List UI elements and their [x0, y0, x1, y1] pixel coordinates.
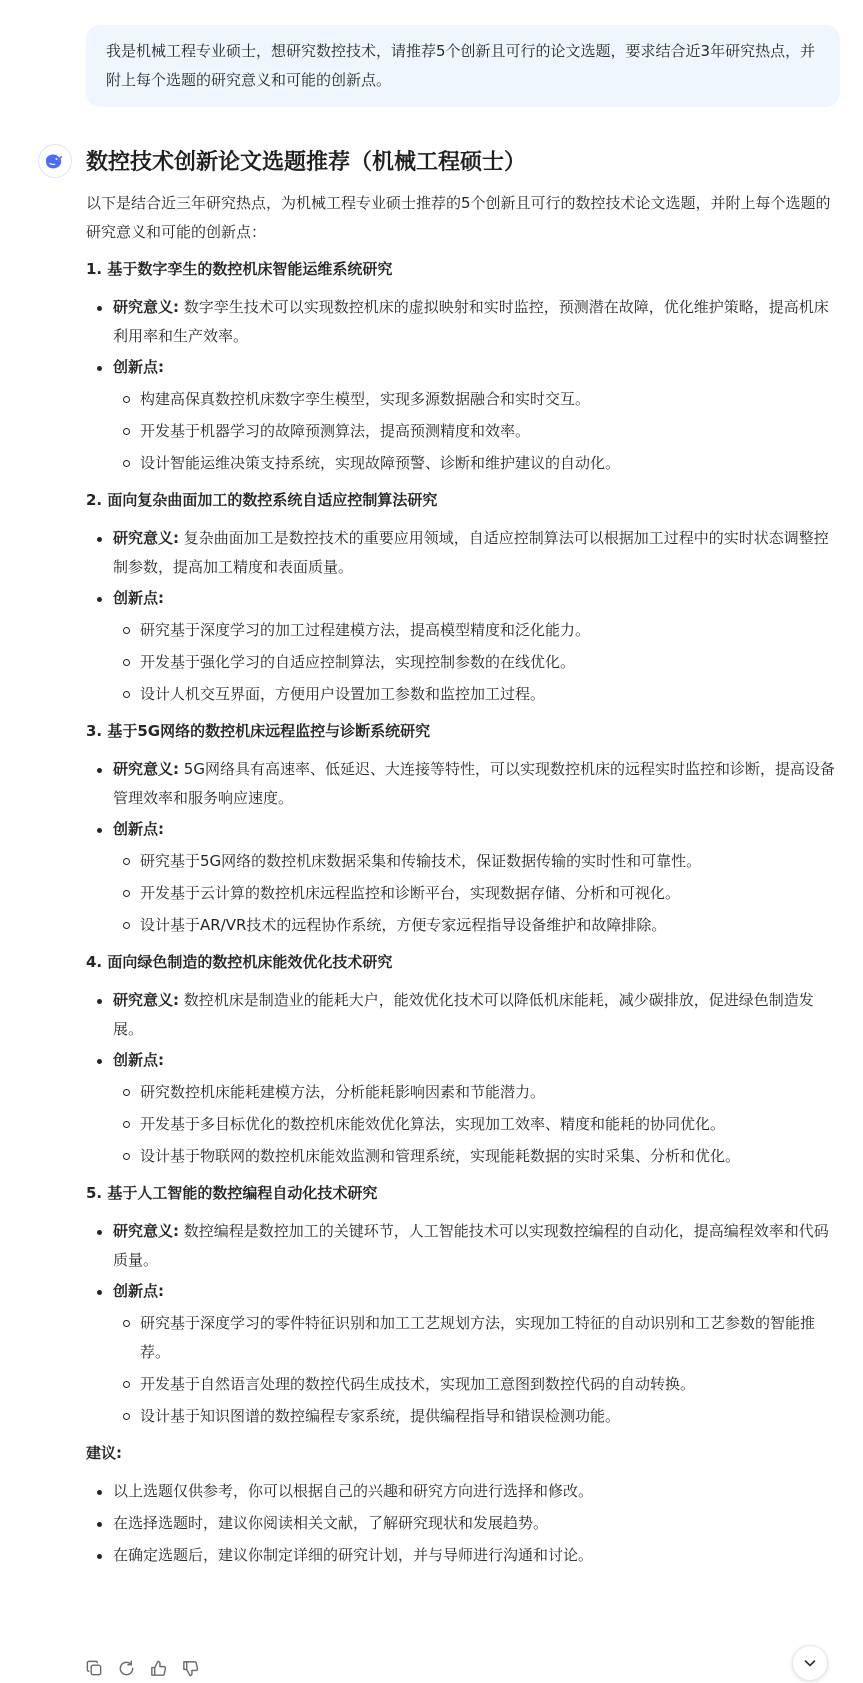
- topic-title: 4. 面向绿色制造的数控机床能效优化技术研究: [86, 953, 393, 971]
- innovation-point: 设计基于AR/VR技术的远程协作系统，方便专家远程指导设备维护和故障排除。: [113, 911, 836, 940]
- topic-details: [86, 986, 836, 1171]
- thumbs-up-button[interactable]: [148, 1658, 168, 1678]
- innovation-item: [86, 584, 836, 709]
- significance-text: 复杂曲面加工是数控技术的重要应用领域，自适应控制算法可以根据加工过程中的实时状态调整控制参数，提高加工精度和表面质量。: [113, 529, 829, 576]
- innovation-item: [86, 1277, 836, 1431]
- assistant-avatar: [38, 144, 72, 178]
- significance-text: 数控编程是数控加工的关键环节，人工智能技术可以实现数控编程的自动化，提高编程效率和代码质量。: [113, 1222, 829, 1269]
- regenerate-icon: [117, 1659, 136, 1678]
- innovation-list: [113, 1309, 836, 1431]
- significance-item: [86, 524, 836, 582]
- significance-item: [86, 986, 836, 1044]
- innovation-item: [86, 1046, 836, 1171]
- innovation-point: 开发基于自然语言处理的数控代码生成技术，实现加工意图到数控代码的自动转换。: [113, 1370, 836, 1399]
- significance-item: [86, 1217, 836, 1275]
- significance-label: 研究意义:: [113, 529, 179, 547]
- significance-label: 研究意义:: [113, 1222, 179, 1240]
- innovation-point: 设计人机交互界面，方便用户设置加工参数和监控加工过程。: [113, 680, 836, 709]
- innovation-point: 研究基于5G网络的数控机床数据采集和传输技术，保证数据传输的实时性和可靠性。: [113, 847, 836, 876]
- suggestions-list: [86, 1477, 836, 1570]
- whale-logo-icon: [43, 149, 67, 173]
- message-actions: [84, 1657, 200, 1679]
- suggestion-item: 以上选题仅供参考，你可以根据自己的兴趣和研究方向进行选择和修改。: [86, 1477, 836, 1506]
- suggestions-title: 建议:: [86, 1444, 122, 1462]
- significance-text: 数控机床是制造业的能耗大户，能效优化技术可以降低机床能耗，减少碳排放，促进绿色制造发展。: [113, 991, 814, 1038]
- innovation-list: [113, 847, 836, 940]
- innovation-point: 研究数控机床能耗建模方法，分析能耗影响因素和节能潜力。: [113, 1078, 836, 1107]
- thumbs-down-icon: [181, 1659, 200, 1678]
- answer-title: 数控技术创新论文选题推荐（机械工程硕士）: [86, 150, 527, 175]
- topic-title: 1. 基于数字孪生的数控机床智能运维系统研究: [86, 260, 393, 278]
- topic-title: 3. 基于5G网络的数控机床远程监控与诊断系统研究: [86, 722, 431, 740]
- thumbs-up-icon: [149, 1659, 168, 1678]
- topic-details: [86, 755, 836, 940]
- innovation-label: 创新点:: [113, 358, 164, 376]
- innovation-label: 创新点:: [113, 1282, 164, 1300]
- topic-title: 5. 基于人工智能的数控编程自动化技术研究: [86, 1184, 378, 1202]
- topic-details: [86, 524, 836, 709]
- innovation-point: 开发基于强化学习的自适应控制算法，实现控制参数的在线优化。: [113, 648, 836, 677]
- innovation-point: 研究基于深度学习的零件特征识别和加工工艺规划方法，实现加工特征的自动识别和工艺参数的智能推荐。: [113, 1309, 836, 1367]
- innovation-point: 设计基于知识图谱的数控编程专家系统，提供编程指导和错误检测功能。: [113, 1402, 836, 1431]
- topics-list: [86, 258, 836, 1431]
- topic-details: [86, 293, 836, 478]
- significance-label: 研究意义:: [113, 991, 179, 1009]
- innovation-list: [113, 1078, 836, 1171]
- significance-item: [86, 293, 836, 351]
- innovation-point: 研究基于深度学习的加工过程建模方法，提高模型精度和泛化能力。: [113, 616, 836, 645]
- copy-button[interactable]: [84, 1658, 104, 1678]
- innovation-item: [86, 353, 836, 478]
- assistant-answer: [86, 146, 836, 1581]
- significance-text: 数字孪生技术可以实现数控机床的虚拟映射和实时监控，预测潜在故障，优化维护策略，提高机床利用率和生产效率。: [113, 298, 829, 345]
- innovation-label: 创新点:: [113, 589, 164, 607]
- innovation-point: 开发基于机器学习的故障预测算法，提高预测精度和效率。: [113, 417, 836, 446]
- innovation-point: 设计智能运维决策支持系统，实现故障预警、诊断和维护建议的自动化。: [113, 449, 836, 478]
- copy-icon: [85, 1659, 104, 1678]
- innovation-point: 开发基于云计算的数控机床远程监控和诊断平台，实现数据存储、分析和可视化。: [113, 879, 836, 908]
- answer-intro: 以下是结合近三年研究热点，为机械工程专业硕士推荐的5个创新且可行的数控技术论文选题，并附上每个选题的研究意义和可能的创新点：: [86, 194, 831, 241]
- user-message-text: 我是机械工程专业硕士，想研究数控技术，请推荐5个创新且可行的论文选题，要求结合近3年研究热点，并附上每个选题的研究意义和可能的创新点。: [106, 42, 816, 89]
- significance-label: 研究意义:: [113, 760, 179, 778]
- innovation-label: 创新点:: [113, 820, 164, 838]
- significance-item: [86, 755, 836, 813]
- topic-details: [86, 1217, 836, 1431]
- scroll-to-bottom-button[interactable]: [792, 1645, 828, 1681]
- chevron-down-icon: [802, 1655, 818, 1671]
- innovation-point: 设计基于物联网的数控机床能效监测和管理系统，实现能耗数据的实时采集、分析和优化。: [113, 1142, 836, 1171]
- suggestion-item: 在确定选题后，建议你制定详细的研究计划，并与导师进行沟通和讨论。: [86, 1541, 836, 1570]
- significance-label: 研究意义:: [113, 298, 179, 316]
- innovation-label: 创新点:: [113, 1051, 164, 1069]
- innovation-point: 构建高保真数控机床数字孪生模型，实现多源数据融合和实时交互。: [113, 385, 836, 414]
- user-message-bubble: [86, 25, 840, 107]
- innovation-list: [113, 385, 836, 478]
- innovation-item: [86, 815, 836, 940]
- regenerate-button[interactable]: [116, 1658, 136, 1678]
- thumbs-down-button[interactable]: [180, 1658, 200, 1678]
- innovation-list: [113, 616, 836, 709]
- suggestion-item: 在选择选题时，建议你阅读相关文献，了解研究现状和发展趋势。: [86, 1509, 836, 1538]
- significance-text: 5G网络具有高速率、低延迟、大连接等特性，可以实现数控机床的远程实时监控和诊断，提高设备管理效率和服务响应速度。: [113, 760, 835, 807]
- innovation-point: 开发基于多目标优化的数控机床能效优化算法，实现加工效率、精度和能耗的协同优化。: [113, 1110, 836, 1139]
- topic-title: 2. 面向复杂曲面加工的数控系统自适应控制算法研究: [86, 491, 438, 509]
